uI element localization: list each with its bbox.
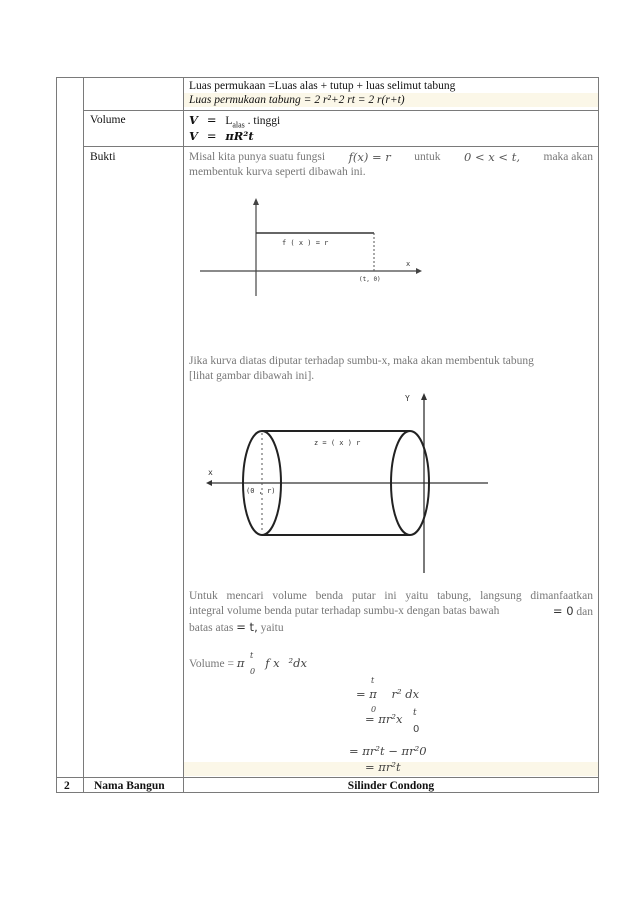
calc-integrand: f x (265, 656, 280, 670)
nama-bangun-label: Nama Bangun (94, 780, 165, 792)
row-divider-bukti (83, 146, 599, 147)
calc-line-5: = πr²t (365, 760, 401, 774)
fig2-point-label: (0 , r) (246, 487, 276, 495)
volume-label: Volume (90, 114, 126, 126)
row-divider-volume (83, 110, 599, 111)
row-divider-next (56, 777, 599, 778)
calc-line3-upper: t (413, 708, 417, 718)
volume-formula-2-eq: = (206, 129, 217, 143)
p1-text-c: maka akan (543, 151, 593, 163)
volume-formula-1-lhs: V (189, 113, 198, 127)
calc-volume-line (189, 656, 307, 672)
fig2-function-label: z = ( x ) r (314, 439, 361, 447)
calc-integral-upper: t (250, 651, 254, 660)
p3-lower-bound: = 0 (552, 604, 574, 618)
p3-line-1: Untuk mencari volume benda putar ini yaitu tabung, langsung dimanfaatkan (189, 590, 593, 602)
calc-volume-label: Volume = (189, 658, 234, 670)
p3-line-2-text: integral volume benda putar terhadap sumbu-x dengan batas bawah (189, 605, 500, 617)
fig1-x-label: x (406, 260, 411, 268)
calc-line-4: = πr²t − πr²0 (349, 744, 427, 758)
volume-formula-1-L: L (225, 115, 233, 127)
table-left-border (56, 77, 57, 793)
calc-sq-dx: ²dx (288, 656, 307, 670)
p3-line-3 (189, 620, 593, 636)
p1-line-2: membentuk kurva seperti dibawah ini. (189, 166, 366, 178)
p1-text-b: untuk (414, 151, 441, 163)
volume-formula-1-eq: = (206, 113, 217, 127)
p2-line-1: Jika kurva diatas diputar terhadap sumbu-x, maka akan membentuk tabung (189, 355, 534, 367)
p1-text-a: Misal kita punya suatu fungsi (189, 151, 326, 163)
fig1-function-label: f ( x ) = r (282, 239, 329, 247)
calc-pi: π (236, 656, 245, 670)
calc-line-2: = π r² dx (356, 687, 420, 701)
p3-dan: dan (576, 606, 593, 618)
p3-line-3-a: batas atas (189, 622, 234, 634)
col-divider-1 (83, 77, 84, 793)
volume-formula-1-rest: . tinggi (247, 115, 281, 127)
bukti-paragraph-1 (189, 150, 593, 180)
bukti-label: Bukti (90, 151, 116, 163)
volume-formula-2-rhs: πR²t (225, 129, 254, 143)
calc-line3-lower: 0 (413, 724, 420, 735)
calc-line2-upper: t (371, 676, 375, 685)
fig1-point-label: (t, 0) (359, 276, 381, 283)
calc-integral-lower: 0 (250, 667, 256, 676)
col-divider-2 (183, 77, 184, 793)
p2-line-2: [lihat gambar dibawah ini]. (189, 370, 315, 382)
luas-permukaan-line1: Luas permukaan =Luas alas + tutup + luas selimut tabung (189, 80, 456, 92)
row-number: 2 (64, 780, 70, 792)
calc-line-3: = πr²x (365, 712, 403, 726)
table-right-border (598, 77, 599, 793)
figure-constant-function-graph (196, 196, 422, 298)
nama-bangun-value: Silinder Condong (347, 780, 435, 792)
p3-line-2 (189, 604, 593, 620)
fig2-y-label: Y (405, 394, 410, 403)
p3-line-3-b: yaitu (260, 622, 284, 634)
p3-upper-bound: = t, (236, 620, 258, 634)
p1-range: 0 < x < t, (464, 150, 520, 164)
bukti-paragraph-3 (189, 589, 593, 636)
volume-formula-2-lhs: V (189, 129, 198, 143)
figure-cylinder (196, 389, 492, 577)
p1-fx: f(x) = r (348, 150, 391, 164)
volume-formula-1-sub: alas (232, 120, 245, 130)
fig2-x-label: x (208, 468, 213, 477)
luas-permukaan-line2: Luas permukaan tabung = 2 r²+2 rt = 2 r(r+t) (189, 94, 405, 106)
bukti-paragraph-2 (189, 354, 593, 384)
volume-formula-2 (189, 129, 254, 145)
table-top-border (56, 77, 599, 78)
calc-line2-lower: 0 (371, 705, 377, 714)
